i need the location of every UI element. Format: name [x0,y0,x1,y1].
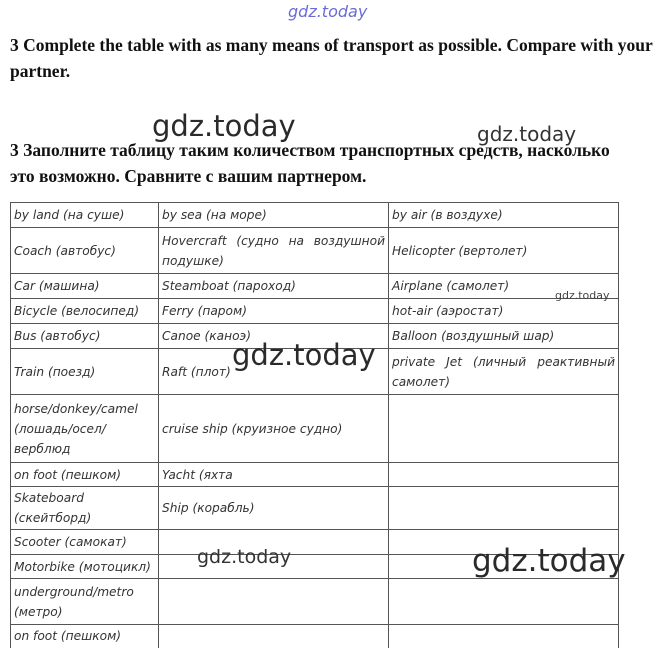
transport-table [10,202,619,648]
table-cell: Train (поезд) [11,349,159,395]
table-row [11,274,619,299]
table-cell: Balloon (воздушный шар) [389,324,619,349]
table-cell: Coach (автобус) [11,228,159,274]
table-cell [159,625,389,648]
header-by-land: by land (на суше) [11,203,159,228]
table-cell: Steamboat (пароход) [159,274,389,299]
watermark: gdz.today [555,289,610,302]
watermark: gdz.today [152,109,296,143]
table-row [11,625,619,648]
task-heading-russian: 3 Заполните таблицу таким количеством транспортных средств, насколько это возможно. Сравните с вашим партнером. [10,140,610,186]
table-cell: Airplane (самолет) [389,274,619,299]
header-by-sea: by sea (на море) [159,203,389,228]
table-cell [389,530,619,555]
watermark: gdz.today [472,543,626,579]
table-cell [159,555,389,579]
table-cell: Raft (плот) [159,349,389,395]
table-cell [389,579,619,625]
table-cell: underground/metro (метро) [11,579,159,625]
table-cell [159,530,389,555]
table-cell [389,555,619,579]
table-cell: cruise ship (круизное судно) [159,395,389,463]
table-row [11,324,619,349]
table-cell [389,463,619,487]
table-row [11,299,619,324]
table-row [11,395,619,463]
table-header-row [11,203,619,228]
table-cell: Ferry (паром) [159,299,389,324]
table-cell [159,579,389,625]
table-row [11,579,619,625]
table-cell: Bus (автобус) [11,324,159,349]
table-cell: Skateboard (скейтборд) [11,487,159,530]
table-cell: Canoe (каноэ) [159,324,389,349]
table-cell: Car (машина) [11,274,159,299]
table-cell: hot-air (аэростат) [389,299,619,324]
table-cell [389,625,619,648]
table-row [11,463,619,487]
table-cell: Motorbike (мотоцикл) [11,555,159,579]
table-cell: Scooter (самокат) [11,530,159,555]
header-by-air: by air (в воздухе) [389,203,619,228]
table-cell [389,395,619,463]
watermark: gdz.today [477,122,577,146]
watermark: gdz.today [197,546,292,568]
table-cell: private Jet (личный реактивный самолет) [389,349,619,395]
table-row [11,555,619,579]
table-cell: on foot (пешком) [11,625,159,648]
watermark: gdz.today [232,338,376,372]
table-row [11,228,619,274]
table-row [11,530,619,555]
table-cell: Yacht (яхта [159,463,389,487]
table-cell: Bicycle (велосипед) [11,299,159,324]
table-row [11,487,619,530]
table-cell: Hovercraft (судно на воздушной подушке) [159,228,389,274]
table-cell: horse/donkey/camel (лошадь/осел/ верблюд [11,395,159,463]
table-cell [389,487,619,530]
table-row [11,349,619,395]
watermark: gdz.today [288,2,368,21]
table-cell: on foot (пешком) [11,463,159,487]
task-heading-english: 3 Complete the table with as many means of transport as possible. Compare with your partner. [10,35,653,81]
table-cell: Helicopter (вертолет) [389,228,619,274]
table-cell: Ship (корабль) [159,487,389,530]
